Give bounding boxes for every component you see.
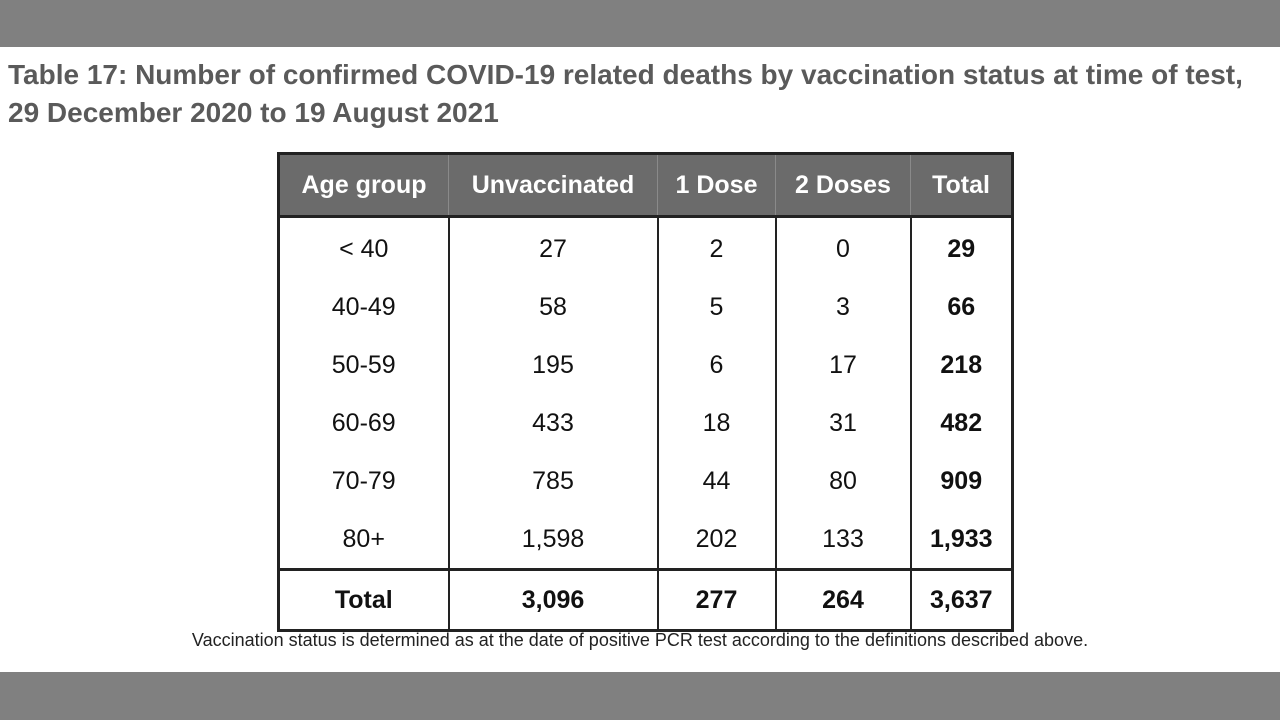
top-frame-bar [0, 0, 1280, 47]
two-doses-cell: 31 [776, 394, 911, 452]
age-group-cell: 60-69 [279, 394, 449, 452]
two-doses-cell: 0 [776, 217, 911, 279]
two-doses-cell: 3 [776, 278, 911, 336]
one-dose-cell: 44 [658, 452, 776, 510]
total-cell: 909 [911, 452, 1013, 510]
total-row [279, 570, 1013, 631]
table-row [279, 394, 1013, 452]
age-group-cell: 70-79 [279, 452, 449, 510]
unvaccinated-cell: 785 [449, 452, 658, 510]
total-cell: 482 [911, 394, 1013, 452]
table-row [279, 278, 1013, 336]
one-dose-cell: 5 [658, 278, 776, 336]
unvaccinated-cell: 433 [449, 394, 658, 452]
column-header: Unvaccinated [449, 154, 658, 217]
one-dose-total-cell: 277 [658, 570, 776, 631]
table-footnote: Vaccination status is determined as at the date of positive PCR test according to the definitions described above. [191, 630, 1089, 650]
column-header: Age group [279, 154, 449, 217]
two-doses-total-cell: 264 [776, 570, 911, 631]
one-dose-cell: 2 [658, 217, 776, 279]
total-cell: 1,933 [911, 510, 1013, 570]
age-group-cell: 40-49 [279, 278, 449, 336]
age-group-cell: 80+ [279, 510, 449, 570]
table-title: Table 17: Number of confirmed COVID-19 related deaths by vaccination status at time of test, 29 December 2020 to 19 August 2021 [8, 59, 1243, 128]
total-cell: 66 [911, 278, 1013, 336]
total-cell: 29 [911, 217, 1013, 279]
age-group-cell: 50-59 [279, 336, 449, 394]
deaths-by-vaccination-table [277, 152, 1014, 632]
grand-total-cell: 3,637 [911, 570, 1013, 631]
one-dose-cell: 6 [658, 336, 776, 394]
table-row [279, 336, 1013, 394]
unvaccinated-cell: 1,598 [449, 510, 658, 570]
header-row [279, 154, 1013, 217]
age-group-cell: < 40 [279, 217, 449, 279]
column-header: 2 Doses [776, 154, 911, 217]
table-row [279, 217, 1013, 279]
one-dose-cell: 202 [658, 510, 776, 570]
total-label-cell: Total [279, 570, 449, 631]
unvaccinated-cell: 195 [449, 336, 658, 394]
bottom-frame-bar [0, 672, 1280, 720]
table-row [279, 452, 1013, 510]
column-header: Total [911, 154, 1013, 217]
total-cell: 218 [911, 336, 1013, 394]
unvaccinated-cell: 58 [449, 278, 658, 336]
two-doses-cell: 17 [776, 336, 911, 394]
unvaccinated-total-cell: 3,096 [449, 570, 658, 631]
one-dose-cell: 18 [658, 394, 776, 452]
unvaccinated-cell: 27 [449, 217, 658, 279]
table-row [279, 510, 1013, 570]
two-doses-cell: 133 [776, 510, 911, 570]
two-doses-cell: 80 [776, 452, 911, 510]
column-header: 1 Dose [658, 154, 776, 217]
